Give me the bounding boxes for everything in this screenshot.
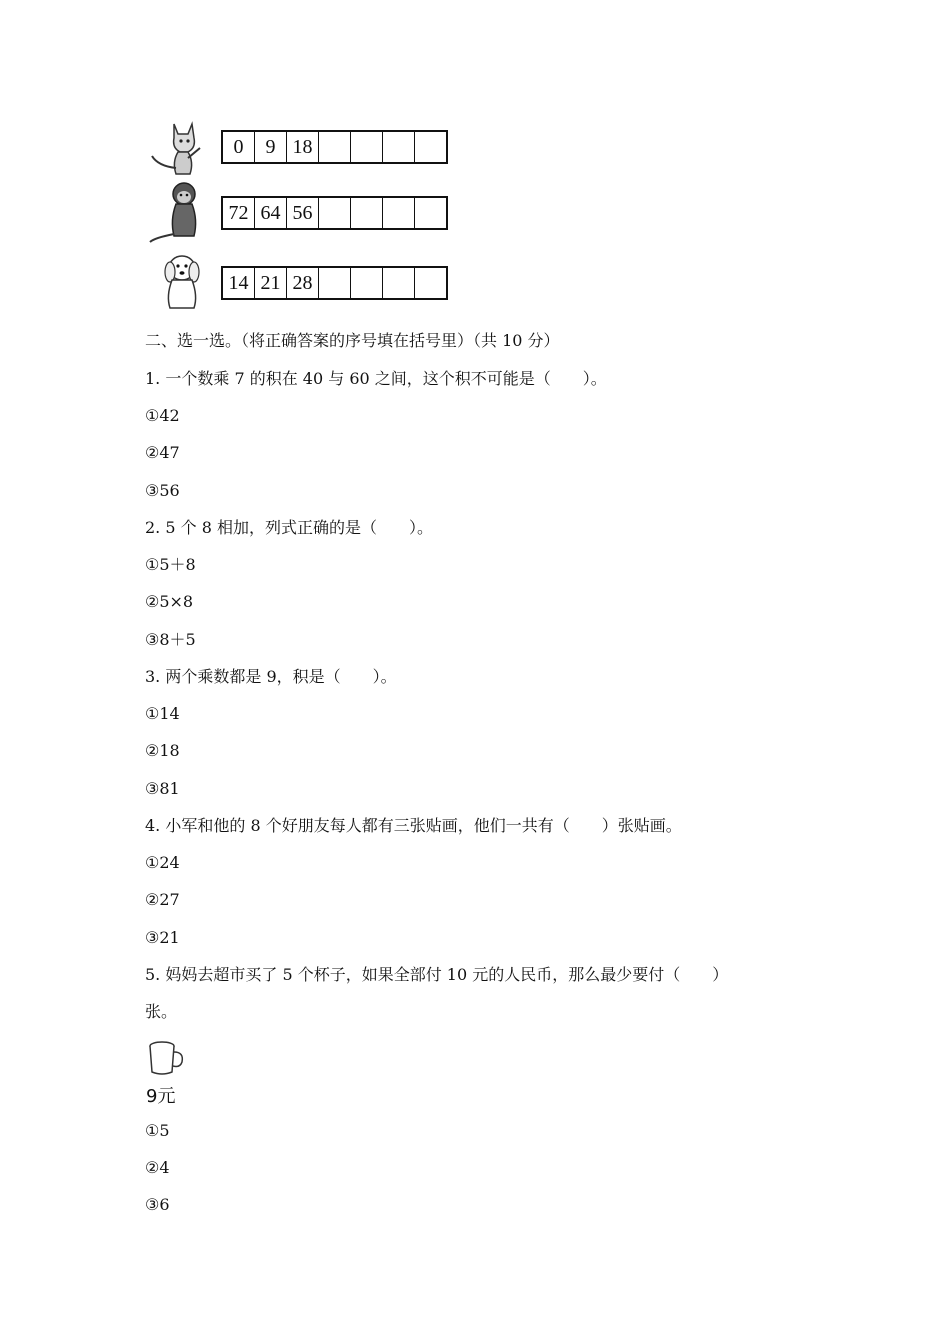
sequence-cell: 14 (223, 268, 255, 298)
sequence-cell: 28 (287, 268, 319, 298)
sequence-cell: 64 (255, 198, 287, 228)
sequence-cell: 0 (223, 132, 255, 162)
sequence-cell-blank[interactable] (351, 198, 383, 228)
option-4-1[interactable]: ①24 (145, 853, 180, 872)
sequence-cell: 56 (287, 198, 319, 228)
option-5-2[interactable]: ②4 (145, 1158, 170, 1177)
sequence-cell-blank[interactable] (415, 198, 446, 228)
sequence-row-dog (140, 250, 480, 314)
sequence-cell: 9 (255, 132, 287, 162)
cup-icon (146, 1038, 186, 1078)
sequence-cell-blank[interactable] (415, 268, 446, 298)
sequence-boxes (221, 130, 448, 164)
sequence-cell-blank[interactable] (383, 268, 415, 298)
cat-icon (144, 118, 210, 182)
option-2-3[interactable]: ③8＋5 (145, 630, 196, 649)
section-heading: 二、选一选。（将正确答案的序号填在括号里）（共 10 分） (145, 331, 560, 350)
sequence-cell: 72 (223, 198, 255, 228)
option-4-3[interactable]: ③21 (145, 928, 180, 947)
option-3-1[interactable]: ①14 (145, 704, 180, 723)
option-1-3[interactable]: ③56 (145, 481, 180, 500)
option-3-3[interactable]: ③81 (145, 779, 180, 798)
sequence-row-monkey (140, 180, 480, 244)
sequence-cell: 18 (287, 132, 319, 162)
sequence-boxes (221, 266, 448, 300)
question-4: 4. 小军和他的 8 个好朋友每人都有三张贴画，他们一共有（ ）张贴画。 (145, 816, 682, 835)
dog-icon (144, 250, 210, 314)
cup-price: 9元 (146, 1086, 176, 1107)
option-2-2[interactable]: ②5×8 (145, 592, 194, 611)
option-5-1[interactable]: ①5 (145, 1121, 170, 1140)
option-5-3[interactable]: ③6 (145, 1195, 170, 1214)
sequence-cell: 21 (255, 268, 287, 298)
option-1-2[interactable]: ②47 (145, 443, 180, 462)
option-4-2[interactable]: ②27 (145, 890, 180, 909)
question-1: 1. 一个数乘 7 的积在 40 与 60 之间，这个积不可能是（ ）。 (145, 369, 607, 388)
sequence-boxes (221, 196, 448, 230)
sequence-cell-blank[interactable] (319, 132, 351, 162)
question-5-continuation: 张。 (145, 1002, 178, 1021)
question-2: 2. 5 个 8 相加，列式正确的是（ ）。 (145, 518, 433, 537)
sequence-cell-blank[interactable] (415, 132, 446, 162)
sequence-cell-blank[interactable] (351, 268, 383, 298)
sequence-cell-blank[interactable] (319, 198, 351, 228)
question-5: 5. 妈妈去超市买了 5 个杯子，如果全部付 10 元的人民币，那么最少要付（ ） (145, 965, 729, 984)
option-3-2[interactable]: ②18 (145, 741, 180, 760)
sequence-cell-blank[interactable] (319, 268, 351, 298)
monkey-icon (144, 180, 210, 244)
sequence-cell-blank[interactable] (383, 132, 415, 162)
sequence-cell-blank[interactable] (383, 198, 415, 228)
question-3: 3. 两个乘数都是 9，积是（ ）。 (145, 667, 397, 686)
option-1-1[interactable]: ①42 (145, 406, 180, 425)
option-2-1[interactable]: ①5＋8 (145, 555, 196, 574)
sequence-row-cat (140, 118, 480, 182)
sequence-cell-blank[interactable] (351, 132, 383, 162)
